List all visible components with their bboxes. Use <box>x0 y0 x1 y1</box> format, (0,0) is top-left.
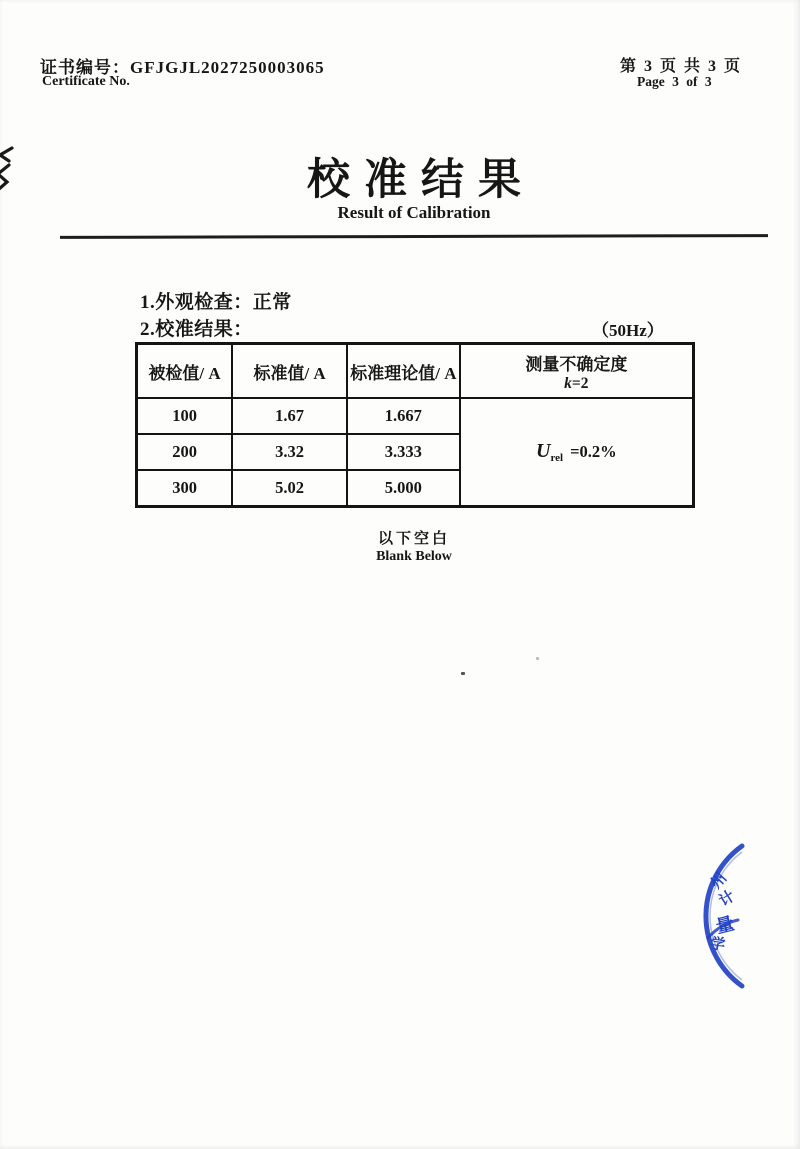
page-indicator-en: Page 3 of 3 <box>637 74 712 89</box>
seal-char: 计 <box>716 888 738 910</box>
cell-standard-3: 5.02 <box>232 470 347 507</box>
official-seal-partial <box>690 840 770 992</box>
cell-standard-2: 3.32 <box>232 434 347 470</box>
cell-tested-1: 100 <box>137 398 233 434</box>
frequency-note: （50Hz） <box>592 321 664 340</box>
table-row <box>137 398 694 434</box>
calibration-result-line: 2.校准结果： <box>140 319 253 340</box>
scan-speck <box>461 672 465 675</box>
visual-check-line: 1.外观检查：正常 <box>140 292 292 313</box>
k-symbol: k <box>564 374 572 392</box>
cell-standard-1: 1.67 <box>232 398 347 434</box>
u-subscript: rel <box>550 452 564 464</box>
u-symbol: U <box>536 440 551 462</box>
header-uncertainty <box>460 344 694 399</box>
cell-tested-3: 300 <box>137 470 233 507</box>
header-tested-value: 被检值/ A <box>137 344 233 399</box>
u-value: =0.2% <box>570 442 617 461</box>
header-standard-value: 标准值/ A <box>232 344 347 399</box>
page-indicator-zh: 第 3 页 共 3 页 <box>620 58 743 75</box>
seal-char: 学 <box>709 936 727 954</box>
scan-speck <box>536 657 539 660</box>
coverage-factor <box>461 375 692 393</box>
title-divider-line <box>60 234 768 238</box>
certificate-number-value: GFJGJL2027250003065 <box>130 58 325 77</box>
seal-char: 州 <box>708 870 731 893</box>
uncertainty-title: 测量不确定度 <box>525 354 628 374</box>
header-theoretical-value: 标准理论值/ A <box>347 344 460 399</box>
cell-tested-2: 200 <box>137 434 233 470</box>
k-value: =2 <box>571 374 589 392</box>
page-title-en: Result of Calibration <box>337 203 491 222</box>
table-header-row <box>137 344 694 399</box>
cell-theoretical-2: 3.333 <box>347 434 460 470</box>
cell-uncertainty-merged <box>460 398 694 507</box>
blank-below-note-en: Blank Below <box>376 549 452 564</box>
blank-below-note-zh: 以下空白 <box>377 531 450 547</box>
calibration-results-table <box>135 342 695 508</box>
seal-char: 量 <box>713 913 737 937</box>
certificate-number-label-en: Certificate No. <box>42 74 130 89</box>
cell-theoretical-3: 5.000 <box>347 470 460 507</box>
cell-theoretical-1: 1.667 <box>347 398 460 434</box>
certificate-number-label-zh: 证书编号： <box>40 58 130 77</box>
page-title: 校准结果 <box>307 157 535 204</box>
